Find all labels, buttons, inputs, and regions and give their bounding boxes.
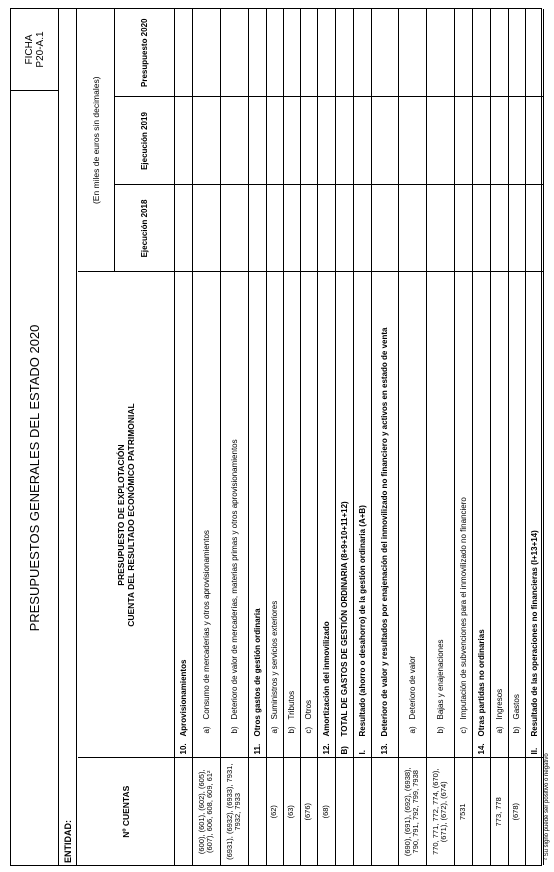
value-2018-cell[interactable] xyxy=(220,185,248,272)
value-2020-cell[interactable] xyxy=(317,9,335,97)
concept-label: Resultado (ahorro o desahorro) de la gestión ordinaria (A+B) xyxy=(357,505,367,737)
concept-cell xyxy=(525,272,543,758)
value-2020-cell[interactable] xyxy=(472,9,490,97)
concept-label: Amortización del inmovilizado xyxy=(321,621,331,737)
value-2019-cell[interactable] xyxy=(371,97,398,185)
concept-label: Otros xyxy=(304,699,313,720)
concept-label: Otros gastos de gestión ordinaria xyxy=(252,608,262,737)
item-letter: a) xyxy=(270,726,279,734)
concept-label: Gastos xyxy=(512,694,521,720)
concept-label: Tributos xyxy=(287,690,296,720)
value-2018-cell[interactable] xyxy=(317,185,335,272)
value-2018-cell[interactable] xyxy=(454,185,472,272)
concept-label: Bajas y enajenaciones xyxy=(435,639,445,720)
value-2018-cell[interactable] xyxy=(266,185,283,272)
table-row xyxy=(371,9,398,865)
account-codes-cell xyxy=(371,758,398,865)
table-row xyxy=(353,9,371,865)
value-2020-cell[interactable] xyxy=(398,9,426,97)
concept-cell xyxy=(490,272,508,758)
value-2020-cell[interactable] xyxy=(174,9,192,97)
item-letter: c) xyxy=(304,726,313,734)
value-2019-cell[interactable] xyxy=(220,97,248,185)
item-letter: b) xyxy=(229,726,239,734)
concept-cell xyxy=(266,272,283,758)
concept-cell xyxy=(454,272,472,758)
concept-cell xyxy=(472,272,490,758)
concept-cell xyxy=(426,272,454,758)
line-number: 10. xyxy=(178,743,188,755)
table-row xyxy=(266,9,283,865)
units-note: (En miles de euros sin decimales) xyxy=(78,9,114,272)
item-letter: a) xyxy=(201,726,211,734)
concept-label: Aprovisionamientos xyxy=(178,659,188,737)
line-number: 12. xyxy=(321,743,331,755)
statement-title-line-2: CUENTA DEL RESULTADO ECONÓMICO PATRIMONIAL xyxy=(125,403,136,627)
value-2019-cell[interactable] xyxy=(426,97,454,185)
table-row xyxy=(426,9,454,865)
value-2019-cell[interactable] xyxy=(192,97,220,185)
statement-table xyxy=(78,9,544,865)
concept-label: Deterioro de valor xyxy=(407,655,417,720)
value-2020-cell[interactable] xyxy=(508,9,525,97)
concept-label: Otras partidas no ordinarias xyxy=(476,629,486,737)
account-codes-cell xyxy=(353,758,371,865)
account-codes-cell xyxy=(472,758,490,865)
table-row xyxy=(525,9,543,865)
concept-label: Ingresos xyxy=(494,688,504,720)
account-codes-cell xyxy=(525,758,543,865)
account-codes-cell: (6931), (6932), (6933), 7931, 7932, 7933 xyxy=(220,758,248,865)
value-2018-cell[interactable] xyxy=(335,185,353,272)
concept-cell xyxy=(317,272,335,758)
col-header-2019: Ejecución 2019 xyxy=(114,97,174,185)
account-codes-cell: 7531 xyxy=(454,758,472,865)
concept-cell xyxy=(371,272,398,758)
value-2019-cell[interactable] xyxy=(472,97,490,185)
concept-cell xyxy=(300,272,317,758)
value-2019-cell[interactable] xyxy=(508,97,525,185)
account-codes-cell: (676) xyxy=(300,758,317,865)
value-2020-cell[interactable] xyxy=(248,9,266,97)
table-row xyxy=(248,9,266,865)
value-2020-cell[interactable] xyxy=(300,9,317,97)
value-2018-cell[interactable] xyxy=(192,185,220,272)
value-2020-cell[interactable] xyxy=(192,9,220,97)
line-number: 11. xyxy=(252,743,262,755)
item-letter: a) xyxy=(494,726,504,734)
value-2019-cell[interactable] xyxy=(454,97,472,185)
concept-cell xyxy=(283,272,300,758)
value-2018-cell[interactable] xyxy=(174,185,192,272)
concept-label: Deterioro de valor de mercaderías, materias primas y otros aprovisionamientos xyxy=(229,439,239,720)
table-row xyxy=(398,9,426,865)
concept-label: Imputación de subvenciones para el inmovilizado no financiero xyxy=(458,497,468,720)
account-codes-cell: (690), (691), (692), (6938), 790, 791, 792, 799, 7938 xyxy=(398,758,426,865)
concept-label: Suministros y servicios exteriores xyxy=(270,600,279,720)
concept-cell xyxy=(192,272,220,758)
account-codes-cell: (68) xyxy=(317,758,335,865)
account-codes-cell: 770, 771, 772, 774, (670), (671), (672), (674) xyxy=(426,758,454,865)
concept-cell xyxy=(220,272,248,758)
value-2019-cell[interactable] xyxy=(300,97,317,185)
value-2019-cell[interactable] xyxy=(174,97,192,185)
value-2020-cell[interactable] xyxy=(335,9,353,97)
item-letter: c) xyxy=(458,726,468,734)
value-2018-cell[interactable] xyxy=(283,185,300,272)
account-codes-cell xyxy=(174,758,192,865)
value-2020-cell[interactable] xyxy=(525,9,543,97)
value-2018-cell[interactable] xyxy=(472,185,490,272)
concept-label: Deterioro de valor y resultados por enajenación del inmovilizado no financiero y activos en estado de venta xyxy=(380,327,389,737)
accounts-header: Nº CUENTAS xyxy=(78,758,174,865)
value-2020-cell[interactable] xyxy=(371,9,398,97)
table-row xyxy=(472,9,490,865)
value-2020-cell[interactable] xyxy=(266,9,283,97)
concept-label: Consumo de mercaderías y otros aprovisionamientos xyxy=(201,530,211,720)
account-codes-cell: (678) xyxy=(508,758,525,865)
value-2020-cell[interactable] xyxy=(454,9,472,97)
form-header xyxy=(11,9,59,865)
concept-cell xyxy=(398,272,426,758)
entity-field: ENTIDAD: xyxy=(59,9,77,865)
value-2018-cell[interactable] xyxy=(353,185,371,272)
value-2020-cell[interactable] xyxy=(426,9,454,97)
footnote: ² Su signo puede ser positivo o negativo xyxy=(544,753,550,860)
item-letter: b) xyxy=(287,726,296,734)
line-number: I. xyxy=(357,750,367,755)
concept-label: Resultado de las operaciones no financieras (I+13+14) xyxy=(529,530,539,737)
statement-title xyxy=(78,272,174,758)
form-frame xyxy=(10,8,542,866)
value-2019-cell[interactable] xyxy=(490,97,508,185)
line-number: II. xyxy=(529,747,539,755)
value-2019-cell[interactable] xyxy=(317,97,335,185)
value-2019-cell[interactable] xyxy=(353,97,371,185)
value-2020-cell[interactable] xyxy=(283,9,300,97)
line-number: 13. xyxy=(380,743,389,755)
item-letter: b) xyxy=(512,726,521,734)
value-2018-cell[interactable] xyxy=(490,185,508,272)
ficha-label: FICHA xyxy=(23,34,35,65)
value-2019-cell[interactable] xyxy=(283,97,300,185)
account-codes-cell: (63) xyxy=(283,758,300,865)
line-number: 14. xyxy=(476,743,486,755)
value-2018-cell[interactable] xyxy=(300,185,317,272)
table-row xyxy=(317,9,335,865)
account-codes-cell: (62) xyxy=(266,758,283,865)
col-header-2020: Presupuesto 2020 xyxy=(114,9,174,97)
value-2018-cell[interactable] xyxy=(525,185,543,272)
table-row xyxy=(220,9,248,865)
value-2019-cell[interactable] xyxy=(335,97,353,185)
col-header-2018: Ejecución 2018 xyxy=(114,185,174,272)
value-2019-cell[interactable] xyxy=(266,97,283,185)
value-2018-cell[interactable] xyxy=(426,185,454,272)
table-row xyxy=(174,9,192,865)
value-2020-cell[interactable] xyxy=(353,9,371,97)
concept-cell xyxy=(353,272,371,758)
value-2019-cell[interactable] xyxy=(248,97,266,185)
account-codes-cell xyxy=(335,758,353,865)
concept-label: TOTAL DE GASTOS DE GESTIÓN ORDINARIA (8+9+10+11+12) xyxy=(339,501,349,737)
statement-title-line-1: PRESUPUESTO DE EXPLOTACIÓN xyxy=(115,444,126,586)
value-2018-cell[interactable] xyxy=(371,185,398,272)
table-row xyxy=(335,9,353,865)
document-title: PRESUPUESTOS GENERALES DEL ESTADO 2020 xyxy=(11,90,58,865)
table-row xyxy=(490,9,508,865)
account-codes-cell: (600), (601), (602), (605), (607), 606, 608, 609, 61² xyxy=(192,758,220,865)
value-2019-cell[interactable] xyxy=(525,97,543,185)
value-2018-cell[interactable] xyxy=(508,185,525,272)
item-letter: b) xyxy=(435,726,445,734)
account-codes-cell: 773, 778 xyxy=(490,758,508,865)
value-2020-cell[interactable] xyxy=(220,9,248,97)
concept-cell xyxy=(174,272,192,758)
table-row xyxy=(192,9,220,865)
line-number: B) xyxy=(339,746,349,755)
value-2020-cell[interactable] xyxy=(490,9,508,97)
ficha-box xyxy=(11,9,58,90)
item-letter: a) xyxy=(407,726,417,734)
account-codes-cell xyxy=(248,758,266,865)
value-2018-cell[interactable] xyxy=(398,185,426,272)
table-row xyxy=(454,9,472,865)
ficha-code: P20-A.1 xyxy=(34,31,46,68)
value-2019-cell[interactable] xyxy=(398,97,426,185)
value-2018-cell[interactable] xyxy=(248,185,266,272)
concept-cell xyxy=(508,272,525,758)
concept-cell xyxy=(335,272,353,758)
table-row xyxy=(283,9,300,865)
concept-cell xyxy=(248,272,266,758)
table-row xyxy=(300,9,317,865)
table-row xyxy=(508,9,525,865)
